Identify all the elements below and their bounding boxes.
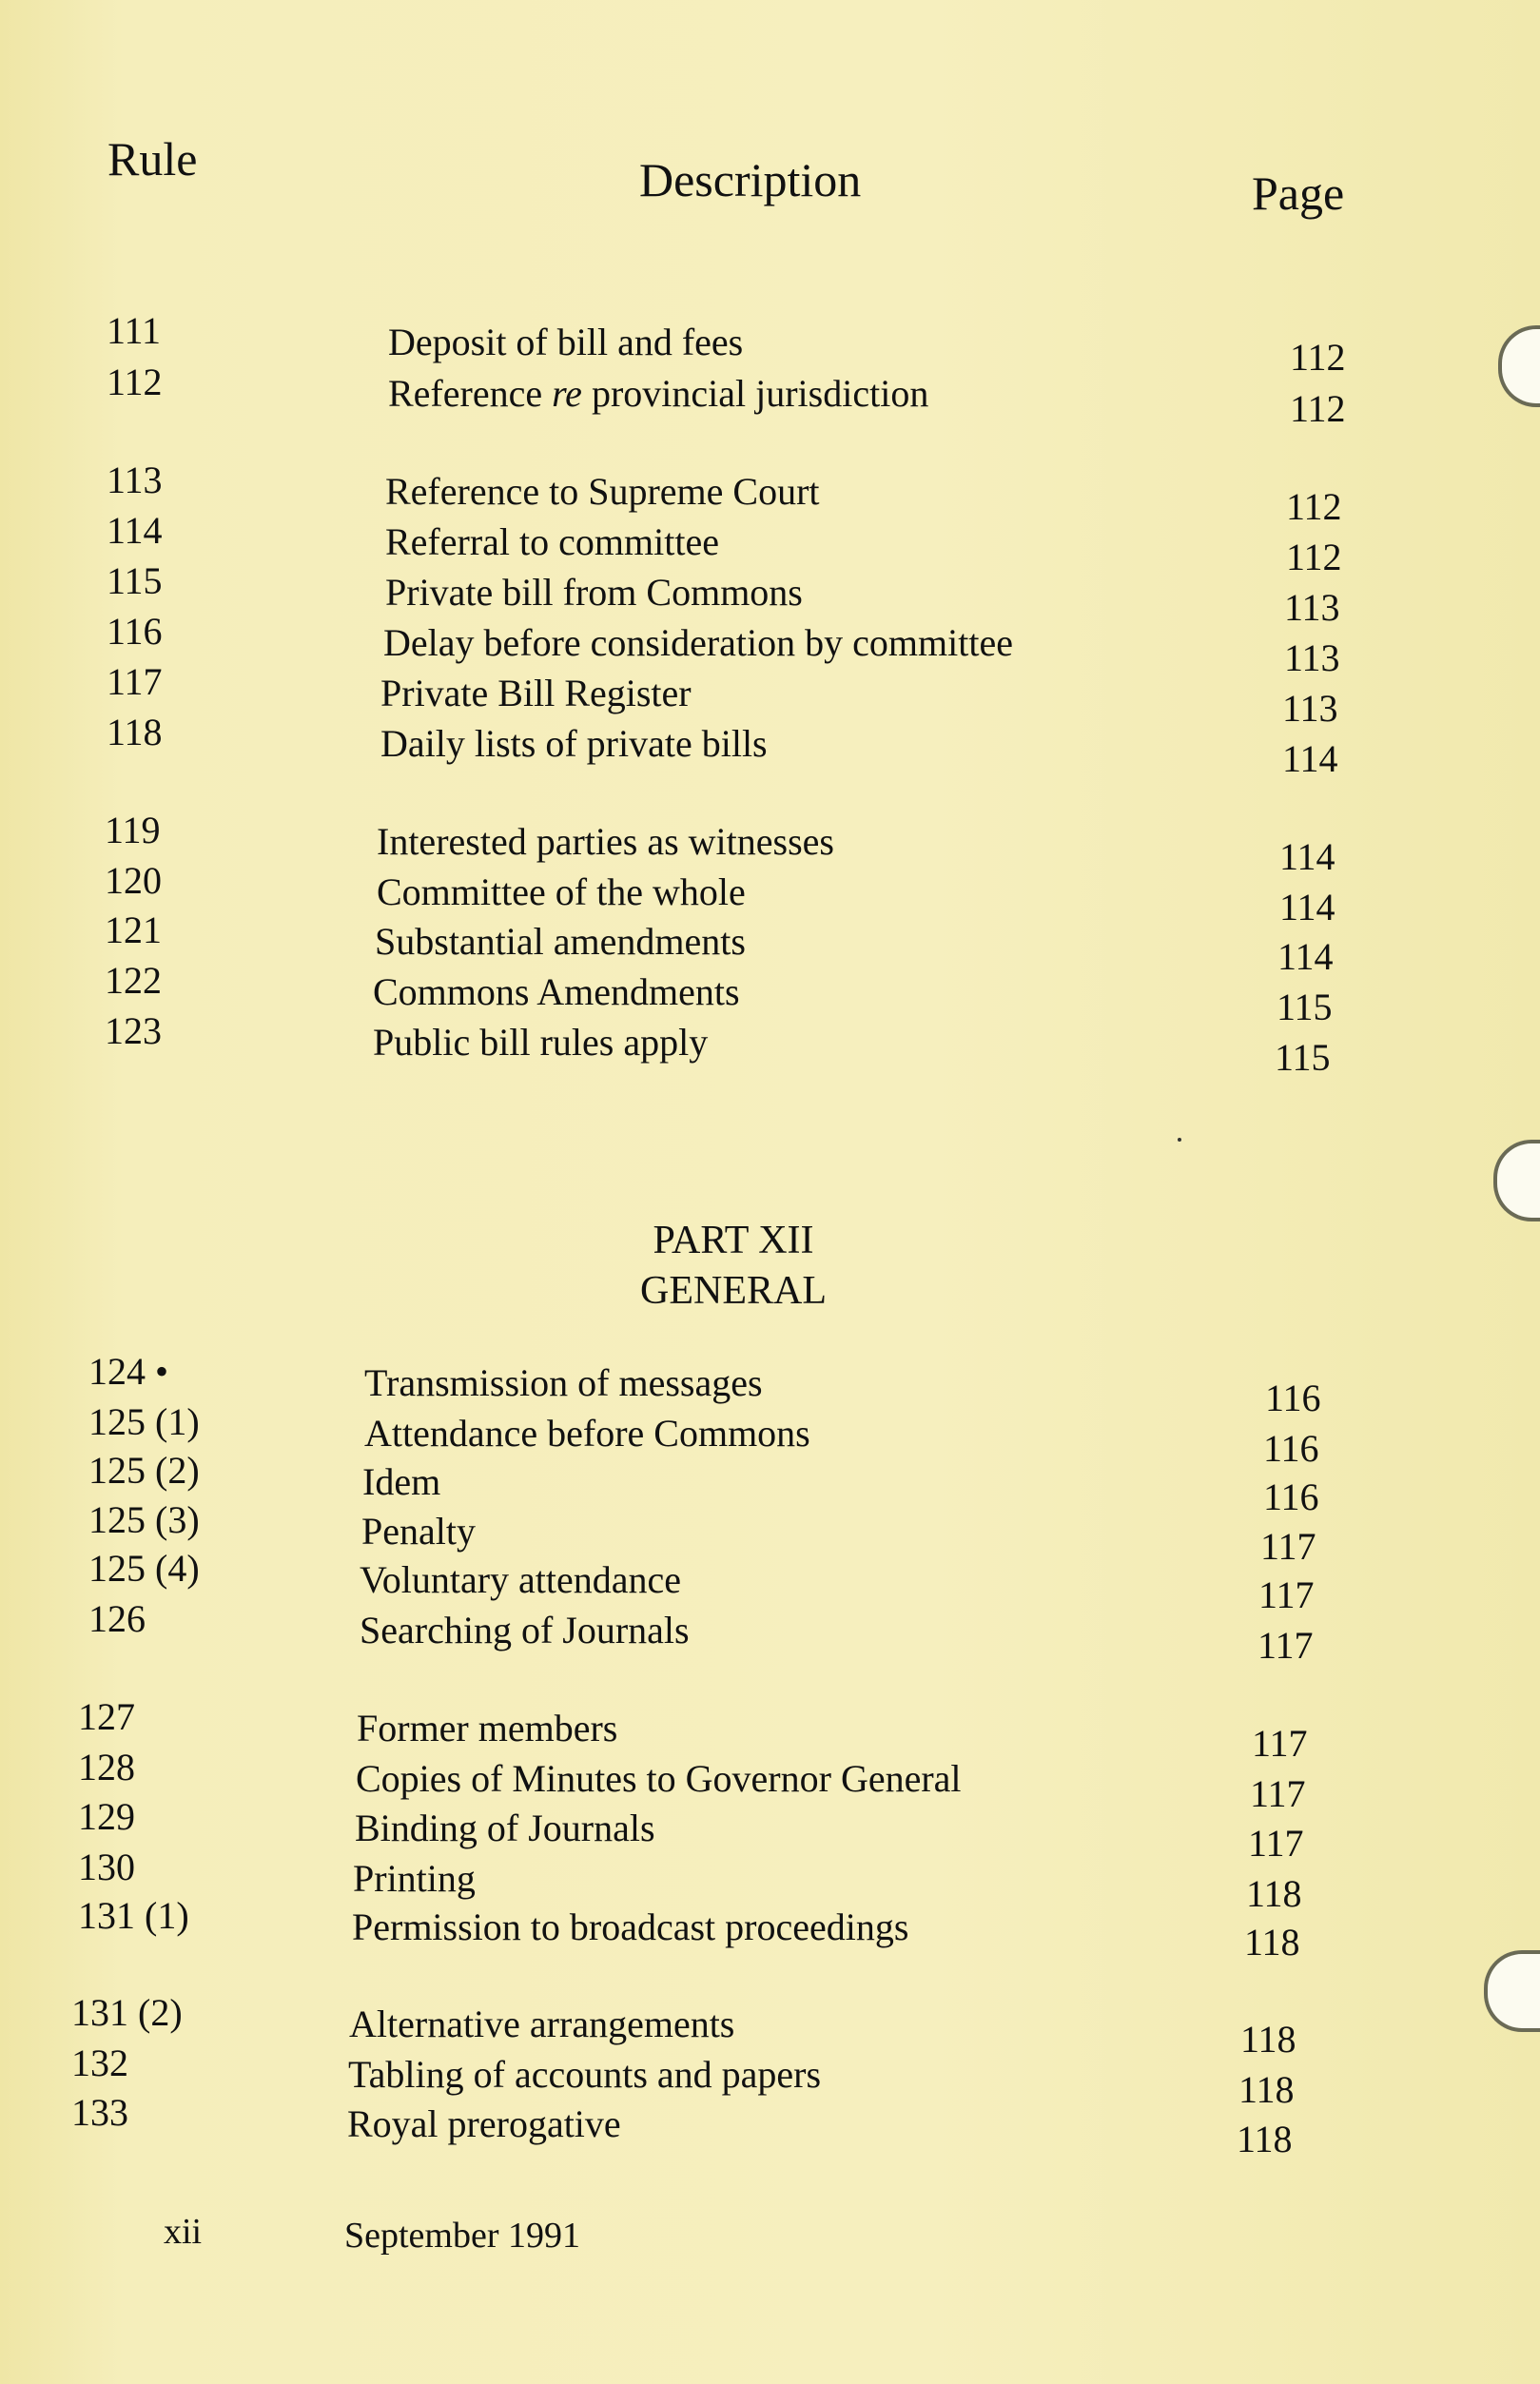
rule-number: 131 (2) xyxy=(71,1991,183,2034)
rule-number: 117 xyxy=(107,660,163,703)
rule-number: 129 xyxy=(78,1795,135,1838)
rule-description: Attendance before Commons xyxy=(364,1412,810,1455)
rule-description: Searching of Journals xyxy=(360,1609,690,1651)
rule-number: 125 (4) xyxy=(88,1547,200,1590)
rule-number: 125 (2) xyxy=(88,1449,200,1492)
page-number: 113 xyxy=(1284,586,1340,629)
rule-number: 120 xyxy=(105,859,162,902)
rule-number: 118 xyxy=(107,711,163,753)
rule-description: Daily lists of private bills xyxy=(380,722,768,765)
binder-hole xyxy=(1484,1950,1540,2032)
page-number: 113 xyxy=(1284,636,1340,679)
page-number: 112 xyxy=(1290,387,1346,430)
rule-number: 114 xyxy=(107,509,163,552)
rule-description: Penalty xyxy=(361,1510,476,1553)
rule-number: 115 xyxy=(107,559,163,602)
rule-number: 124 • xyxy=(88,1350,169,1393)
rule-number: 122 xyxy=(105,959,162,1002)
page-number: 116 xyxy=(1265,1377,1321,1419)
rule-description: Interested parties as witnesses xyxy=(377,820,834,863)
header-rule: Rule xyxy=(107,132,198,186)
rule-description: Former members xyxy=(357,1707,618,1749)
part-heading-line1: PART XII xyxy=(653,1219,814,1262)
page-number: 112 xyxy=(1286,536,1342,578)
rule-number: 112 xyxy=(107,361,163,403)
page-number: 112 xyxy=(1286,485,1342,528)
page-number: 117 xyxy=(1248,1822,1304,1865)
rule-description: Public bill rules apply xyxy=(373,1021,709,1064)
rule-description: Voluntary attendance xyxy=(360,1558,682,1601)
rule-number: 132 xyxy=(71,2042,128,2084)
page-number: 118 xyxy=(1240,2018,1296,2061)
rule-description: Royal prerogative xyxy=(347,2102,621,2145)
footer-date: September 1991 xyxy=(344,2216,581,2256)
page-number: 113 xyxy=(1282,687,1338,730)
rule-description: Reference re provincial jurisdiction xyxy=(388,372,929,415)
rule-number: 125 (3) xyxy=(88,1498,200,1541)
rule-description: Copies of Minutes to Governor General xyxy=(356,1757,962,1800)
page-number: 116 xyxy=(1263,1475,1319,1518)
rule-description: Referral to committee xyxy=(385,520,719,563)
binder-hole xyxy=(1498,325,1540,407)
rule-description: Permission to broadcast proceedings xyxy=(352,1905,909,1948)
page-number: 116 xyxy=(1263,1427,1319,1470)
rule-description: Binding of Journals xyxy=(355,1807,655,1849)
rule-description: Private Bill Register xyxy=(380,672,692,714)
rule-number: 133 xyxy=(71,2091,128,2134)
rule-number: 111 xyxy=(107,309,162,352)
rule-number: 123 xyxy=(105,1009,162,1052)
page-number: 114 xyxy=(1279,886,1335,928)
rule-description: Committee of the whole xyxy=(377,870,746,913)
part-heading-line2: GENERAL xyxy=(640,1269,827,1313)
rule-number: 119 xyxy=(105,809,161,851)
rule-description: Printing xyxy=(353,1857,476,1900)
rule-description: Transmission of messages xyxy=(364,1361,763,1404)
rule-number: 131 (1) xyxy=(78,1894,189,1937)
rule-description: Deposit of bill and fees xyxy=(388,321,744,363)
page-number: 117 xyxy=(1252,1722,1308,1765)
rule-description: Substantial amendments xyxy=(375,920,746,963)
page-number: 115 xyxy=(1275,1036,1331,1079)
rule-number: 116 xyxy=(107,610,163,653)
page-number: 118 xyxy=(1244,1921,1300,1964)
page-number: 118 xyxy=(1246,1872,1302,1915)
rule-number: 126 xyxy=(88,1597,146,1640)
rule-number: 128 xyxy=(78,1746,135,1788)
rule-number: 127 xyxy=(78,1695,135,1738)
rule-description: Tabling of accounts and papers xyxy=(348,2053,822,2096)
page-number: 114 xyxy=(1282,737,1338,780)
rule-description: Private bill from Commons xyxy=(385,571,803,614)
page-number: 118 xyxy=(1237,2118,1293,2160)
rule-number: 130 xyxy=(78,1846,135,1888)
page-number: 115 xyxy=(1277,986,1333,1028)
speck xyxy=(1178,1138,1181,1142)
page-number: 117 xyxy=(1258,1573,1315,1616)
page-number: 114 xyxy=(1279,835,1335,878)
header-description: Description xyxy=(639,153,862,206)
rule-description: Delay before consideration by committee xyxy=(383,621,1013,664)
binder-hole xyxy=(1493,1140,1540,1221)
rule-description: Commons Amendments xyxy=(373,970,740,1013)
page-number: 114 xyxy=(1277,935,1334,978)
rule-number: 125 (1) xyxy=(88,1400,200,1443)
page-number: 117 xyxy=(1257,1624,1314,1667)
rule-number: 121 xyxy=(105,909,162,951)
rule-number: 113 xyxy=(107,459,163,501)
footer-page-number: xii xyxy=(164,2212,203,2252)
page-number: 112 xyxy=(1290,336,1346,379)
page-number: 118 xyxy=(1238,2068,1295,2111)
rule-description: Reference to Supreme Court xyxy=(385,470,820,513)
page-number: 117 xyxy=(1250,1772,1306,1815)
rule-description: Alternative arrangements xyxy=(349,2003,735,2045)
page-number: 117 xyxy=(1260,1525,1316,1568)
header-page: Page xyxy=(1252,166,1345,220)
rule-description: Idem xyxy=(362,1460,441,1503)
